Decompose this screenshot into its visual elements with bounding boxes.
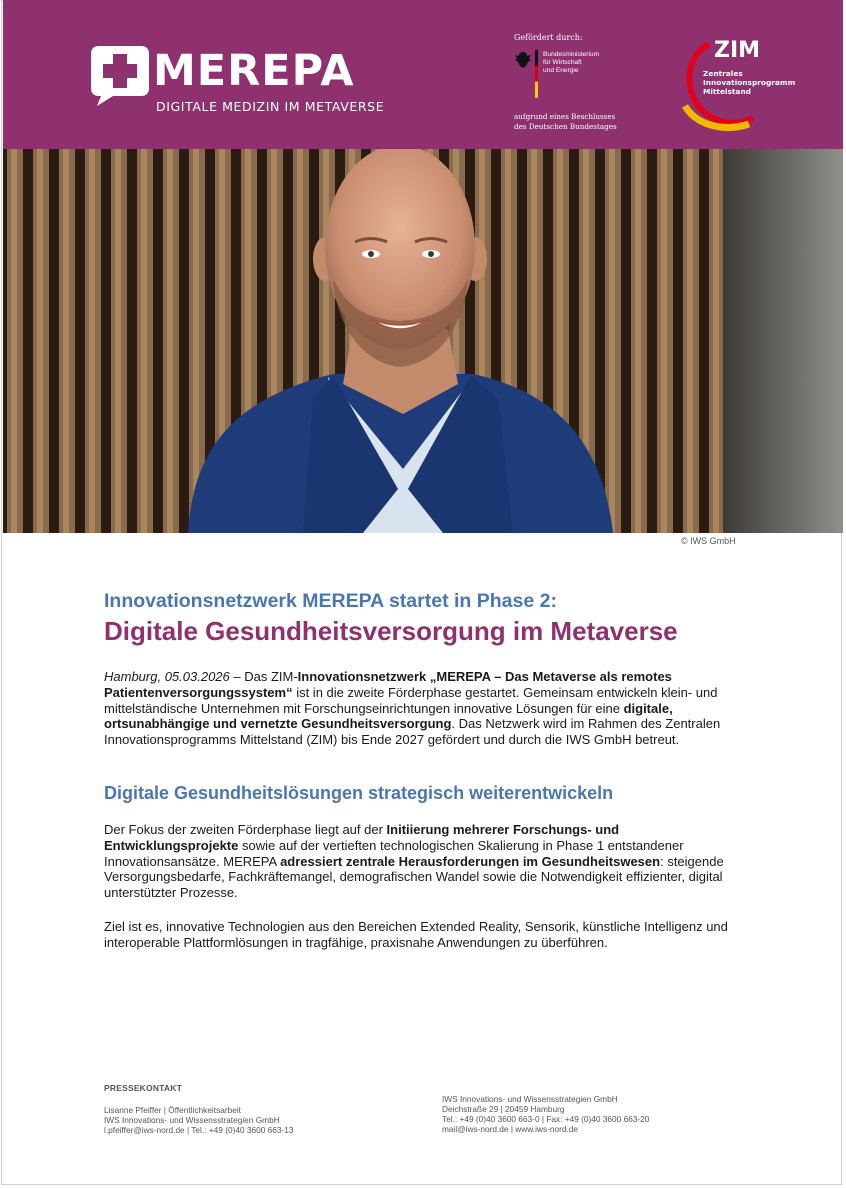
article-headline: Digitale Gesundheitsversorgung im Metaverse <box>104 616 678 646</box>
text-run: . Das Netzwerk wird im Rahmen des Zentralen Innovationsprogramms Mittelstand (ZIM) bis Ende 2027 gefördert und durch die IWS GmbH betreut. <box>104 716 721 748</box>
resolution-line: aufgrund eines Beschlusses <box>514 112 616 121</box>
section-heading: Digitale Gesundheitslösungen strategisch weiterentwickeln <box>104 783 614 803</box>
medical-cross-chat-icon <box>89 44 151 108</box>
contact-line: IWS Innovations- und Wissensstrategien GmbH <box>104 1115 280 1125</box>
zim-line: Zentrales <box>703 69 743 78</box>
dateline: Hamburg, 05.03.2026 <box>104 669 230 684</box>
ministry-line: und Energie <box>543 67 579 74</box>
intro-paragraph <box>104 669 744 748</box>
press-contact-details <box>104 1105 293 1135</box>
federal-eagle-icon <box>514 50 532 70</box>
bundestag-resolution <box>514 112 617 131</box>
logo-tagline: DIGITALE MEDIZIN IM METAVERSE <box>156 99 385 114</box>
company-address <box>442 1094 649 1134</box>
contact-email-phone[interactable]: l.pfeiffer@iws-nord.de | Tel.: +49 (0)40 3600 663-13 <box>104 1125 294 1135</box>
text-run: ist in die zweite Förderphase gestartet. Gemeinsam entwickeln klein- und mittelständische Unternehmen mit Forschungseinrichtungen innovative Lösungen für eine <box>104 684 718 716</box>
zim-line: Mittelstand <box>703 87 751 96</box>
text-run: : steigende Versorgungsbedarfe, Fachkräftemangel, demografischen Wandel sowie die Notwendigkeit effizienter, digital unterstützter Prozesse. <box>104 853 724 901</box>
zim-subtitle <box>703 69 795 96</box>
ministry-line: für Wirtschaft <box>543 59 582 66</box>
photo-credit: © IWS GmbH <box>681 536 736 546</box>
text-run: – Das ZIM- <box>229 669 298 684</box>
funded-by-label: Gefördert durch: <box>514 33 583 42</box>
ministry-line: Bundesministerium <box>543 51 600 58</box>
article-kicker: Innovationsnetzwerk MEREPA startet in Phase 2: <box>104 590 557 612</box>
company-email-web[interactable]: mail@iws-nord.de | www.iws-nord.de <box>442 1124 578 1134</box>
zim-title: ZIM <box>714 38 761 63</box>
address-line: Deichstraße 29 | 20459 Hamburg <box>442 1104 565 1114</box>
address-line: IWS Innovations- und Wissensstrategien GmbH <box>442 1094 618 1104</box>
text-run: sowie auf der vertieften technologischen Skalierung in Phase 1 entstandener Innovationsansätze. MEREPA <box>104 837 684 869</box>
bold-run: Initiierung mehrerer Forschungs- und Entwicklungsprojekte <box>104 822 620 853</box>
address-line: Tel.: +49 (0)40 3600 663-0 | Fax: +49 (0)40 3600 663-20 <box>442 1114 650 1124</box>
german-flag-bar <box>535 50 538 98</box>
resolution-line: des Deutschen Bundestages <box>514 121 617 131</box>
bold-run: digitale, ortsunabhängige und vernetzte Gesundheitsversorgung <box>104 700 673 732</box>
goal-paragraph: Ziel ist es, innovative Technologien aus den Bereichen Extended Reality, Sensorik, künstliche Intelligenz und interoperable Plattformlösungen in tragfähige, praxisnahe Anwendungen zu überführen. <box>104 919 728 950</box>
portrait-illustration <box>3 149 843 533</box>
focus-paragraph <box>104 822 744 901</box>
ministry-name <box>543 51 599 75</box>
bold-run: adressiert zentrale Herausforderungen im Gesundheitswesen <box>280 853 661 869</box>
text-run: Der Fokus der zweiten Förderphase liegt auf der <box>104 822 387 837</box>
header-band <box>3 0 843 149</box>
portrait-photo <box>3 149 843 533</box>
logo-name: MEREPA <box>153 46 355 96</box>
bold-run: Innovationsnetzwerk „MEREPA – Das Metaverse als remotes Patientenversorgungssystem“ <box>104 669 672 700</box>
zim-line: Innovationsprogramm <box>703 78 796 87</box>
press-contact-label: PRESSEKONTAKT <box>104 1083 183 1093</box>
contact-line: Lisanne Pfeiffer | Öffentlichkeitsarbeit <box>104 1105 241 1115</box>
